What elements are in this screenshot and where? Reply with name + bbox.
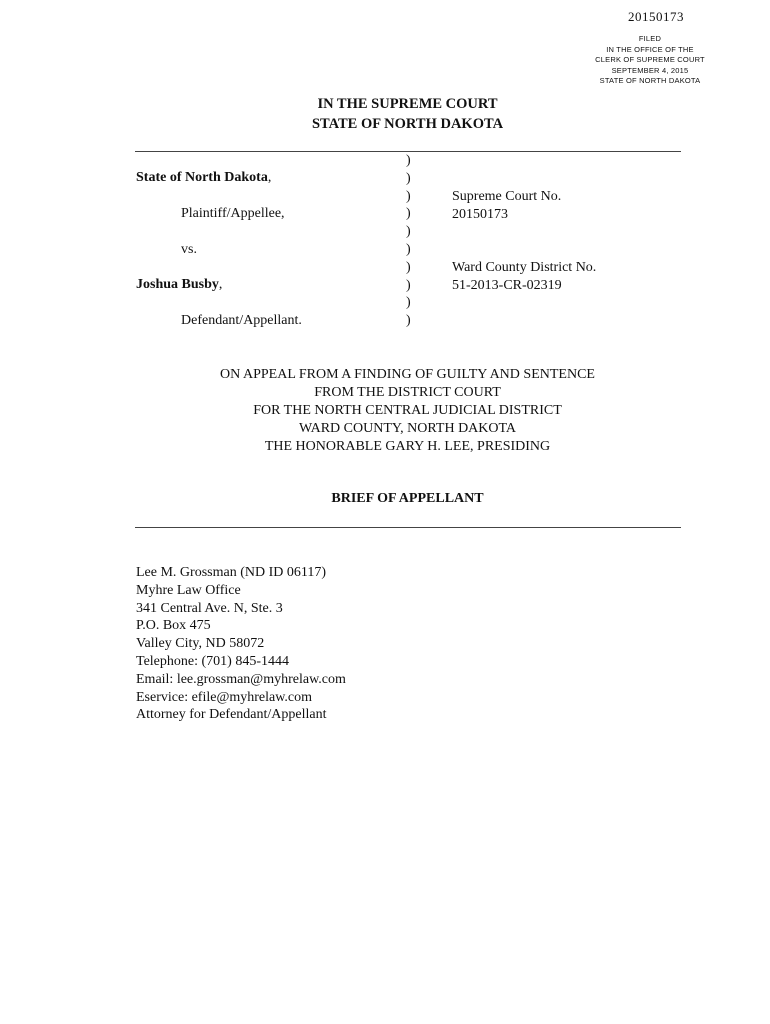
counsel-city: Valley City, ND 58072 xyxy=(136,636,265,652)
filed-stamp-line: STATE OF NORTH DAKOTA xyxy=(599,76,701,86)
caption-paren: ) xyxy=(406,241,411,257)
defendant-name-suffix: , xyxy=(218,277,223,292)
filed-stamp-line: IN THE OFFICE OF THE xyxy=(606,44,694,54)
appeal-statement xyxy=(0,366,770,456)
caption-paren: ) xyxy=(406,188,411,204)
caption-paren: ) xyxy=(406,153,411,168)
filed-stamp xyxy=(588,34,712,87)
brief-title: BRIEF OF APPELLANT xyxy=(331,491,484,506)
court-title xyxy=(0,94,770,134)
filed-stamp-line: SEPTEMBER 4, 2015 xyxy=(611,65,689,75)
counsel-firm: Myhre Law Office xyxy=(136,582,241,598)
district-label: Ward County District No. xyxy=(452,260,597,275)
caption-parenthesis-column xyxy=(406,152,411,330)
counsel-name: Lee M. Grossman (ND ID 06117) xyxy=(136,565,326,580)
caption-paren: ) xyxy=(406,224,411,240)
appeal-line: ON APPEAL FROM A FINDING OF GUILTY AND SENTENCE xyxy=(220,367,595,382)
counsel-telephone: Telephone: (701) 845-1444 xyxy=(136,653,289,669)
caption-paren: ) xyxy=(406,313,411,329)
appeal-line: FROM THE DISTRICT COURT xyxy=(314,384,501,400)
plaintiff-name-suffix: , xyxy=(267,170,272,185)
appeal-line: WARD COUNTY, NORTH DAKOTA xyxy=(298,420,517,436)
versus-label: vs. xyxy=(181,242,197,257)
caption-paren: ) xyxy=(406,295,411,311)
supreme-court-number-block xyxy=(452,188,561,224)
plaintiff-role: Plaintiff/Appellee, xyxy=(181,206,285,221)
plaintiff-line xyxy=(136,170,271,186)
counsel-email: Email: lee.grossman@myhrelaw.com xyxy=(136,671,346,687)
caption-paren: ) xyxy=(406,170,411,186)
plaintiff-name: State of North Dakota xyxy=(136,170,268,185)
filed-stamp-line: CLERK OF SUPREME COURT xyxy=(595,55,705,65)
supreme-court-label: Supreme Court No. xyxy=(452,189,562,204)
counsel-info xyxy=(136,564,346,724)
defendant-role: Defendant/Appellant. xyxy=(181,313,302,328)
supreme-court-number: 20150173 xyxy=(452,207,508,222)
document-number: 20150173 xyxy=(628,9,684,24)
caption-paren: ) xyxy=(406,206,411,222)
appeal-line: THE HONORABLE GARY H. LEE, PRESIDING xyxy=(264,438,551,454)
caption-paren: ) xyxy=(406,277,411,293)
filed-stamp-line: FILED xyxy=(638,34,662,43)
caption-paren: ) xyxy=(406,259,411,275)
court-title-line-1: IN THE SUPREME COURT xyxy=(317,96,498,112)
court-title-line-2: STATE OF NORTH DAKOTA xyxy=(311,116,504,132)
district-number: 51-2013-CR-02319 xyxy=(452,278,562,293)
defendant-name: Joshua Busby xyxy=(136,277,219,292)
brief-bottom-rule xyxy=(135,527,681,528)
counsel-role: Attorney for Defendant/Appellant xyxy=(136,707,327,723)
counsel-address: 341 Central Ave. N, Ste. 3 xyxy=(136,600,283,616)
counsel-eservice: Eservice: efile@myhrelaw.com xyxy=(136,689,313,705)
district-number-block xyxy=(452,259,596,295)
defendant-line xyxy=(136,277,222,293)
counsel-po-box: P.O. Box 475 xyxy=(136,618,211,634)
appeal-line: FOR THE NORTH CENTRAL JUDICIAL DISTRICT xyxy=(253,402,562,418)
